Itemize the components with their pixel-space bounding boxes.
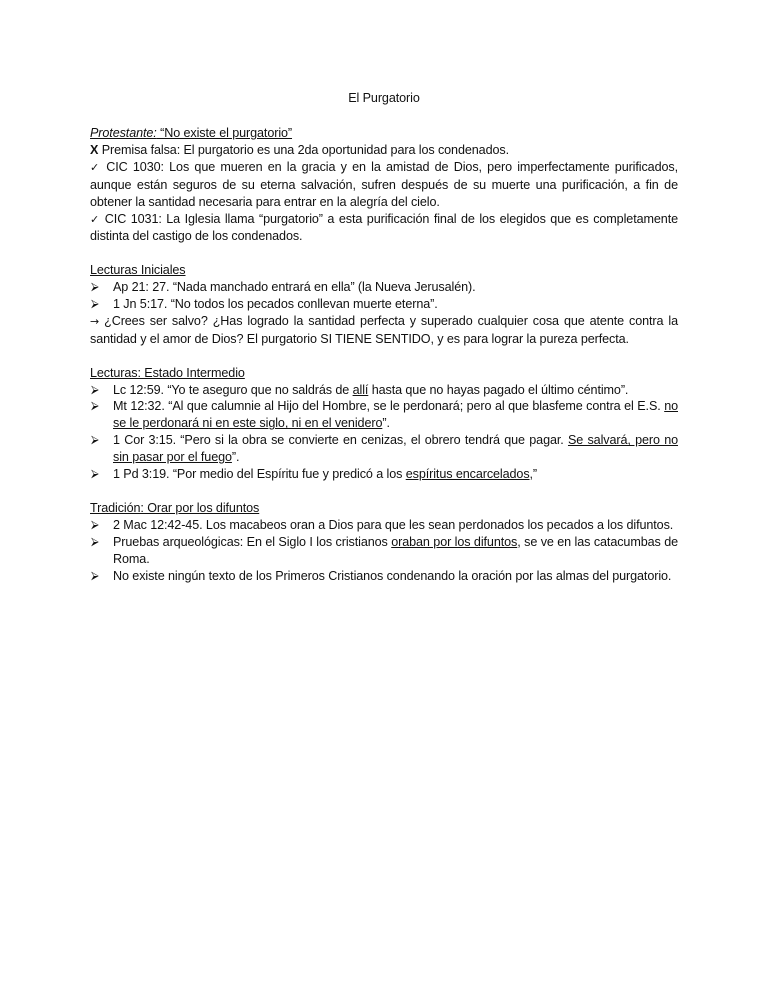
note-paragraph bbox=[90, 313, 678, 348]
cic-1030-paragraph bbox=[90, 159, 678, 211]
page-title: El Purgatorio bbox=[348, 91, 420, 105]
cic-1031-text: CIC 1031: La Iglesia llama “purgatorio” a esta purificación final de los elegidos que es completamente distinta del castigo de los condenados. bbox=[90, 211, 678, 244]
document-page bbox=[90, 90, 678, 584]
arrowhead-bullet-icon: ⮚ bbox=[91, 433, 99, 447]
arrowhead-bullet-icon: ⮚ bbox=[91, 534, 99, 548]
cic-1031-paragraph bbox=[90, 211, 678, 246]
list-item: ⮚ Lc 12:59. “Yo te aseguro que no saldrás de allí hasta que no hayas pagado el último céntimo”. bbox=[91, 382, 629, 397]
arrowhead-bullet-icon: ⮚ bbox=[91, 297, 99, 311]
arrowhead-bullet-icon: ⮚ bbox=[91, 517, 99, 531]
section-heading-tradicion: Tradición: Orar por los difuntos bbox=[90, 500, 260, 515]
list-item: ⮚ 1 Cor 3:15. “Pero si la obra se convierte en cenizas, el obrero tendrá que pagar. Se salvará, pero no sin pasar por el fuego”. bbox=[91, 433, 679, 465]
heading-prefix: Protestante: bbox=[90, 126, 157, 140]
cic-1030-text: CIC 1030: Los que mueren en la gracia y en la amistad de Dios, pero imperfectamente purificados, aunque están seguros de su eterna salvación, sufren después de su muerte una purificación, a fin de obtener la santidad necesaria para entrar en la alegría del cielo. bbox=[90, 159, 678, 209]
arrowhead-bullet-icon: ⮚ bbox=[91, 568, 99, 582]
note-text: ¿Crees ser salvo? ¿Has logrado la santidad perfecta y superado cualquier cosa que atente contra la santidad y el amor de Dios? El purgatorio SI TIENE SENTIDO, y es para lograr la pureza perfecta. bbox=[90, 313, 678, 346]
right-arrow-icon: → bbox=[90, 314, 100, 328]
checkmark-icon: ✓ bbox=[90, 160, 101, 174]
list-item: ⮚ Mt 12:32. “Al que calumnie al Hijo del Hombre, se le perdonará; pero al que blasfeme contra el E.S. no se le perdonará ni en este siglo, ni en el venidero”. bbox=[91, 399, 678, 431]
checkmark-icon: ✓ bbox=[90, 212, 101, 226]
arrowhead-bullet-icon: ⮚ bbox=[91, 382, 99, 396]
tradicion-list bbox=[90, 517, 678, 585]
lecturas-iniciales-list bbox=[90, 279, 678, 313]
arrowhead-bullet-icon: ⮚ bbox=[91, 467, 99, 481]
arrowhead-bullet-icon: ⮚ bbox=[91, 399, 99, 413]
list-item: ⮚ 2 Mac 12:42-45. Los macabeos oran a Dios para que les sean perdonados los pecados a los difuntos. bbox=[91, 517, 674, 532]
estado-intermedio-list bbox=[90, 382, 678, 483]
premise-text: Premisa falsa: El purgatorio es una 2da oportunidad para los condenados. bbox=[98, 142, 509, 157]
premise-line bbox=[90, 142, 678, 159]
list-item: ⮚ 1 Jn 5:17. “No todos los pecados conllevan muerte eterna”. bbox=[91, 297, 438, 312]
heading-quote: “No existe el purgatorio” bbox=[156, 126, 293, 140]
list-item: ⮚ No existe ningún texto de los Primeros Cristianos condenando la oración por las almas del purgatorio. bbox=[91, 568, 672, 583]
section-heading-protestante bbox=[90, 125, 678, 142]
list-item: ⮚ Ap 21: 27. “Nada manchado entrará en ella” (la Nueva Jerusalén). bbox=[91, 280, 476, 295]
x-mark-icon: X bbox=[90, 142, 99, 157]
section-heading-estado-intermedio: Lecturas: Estado Intermedio bbox=[90, 365, 245, 380]
section-heading-lecturas-iniciales: Lecturas Iniciales bbox=[90, 263, 186, 278]
list-item: ⮚ 1 Pd 3:19. “Por medio del Espíritu fue y predicó a los espíritus encarcelados,” bbox=[91, 467, 538, 482]
list-item: ⮚ Pruebas arqueológicas: En el Siglo I los cristianos oraban por los difuntos, se ve en las catacumbas de Roma. bbox=[91, 534, 678, 566]
arrowhead-bullet-icon: ⮚ bbox=[91, 280, 99, 294]
